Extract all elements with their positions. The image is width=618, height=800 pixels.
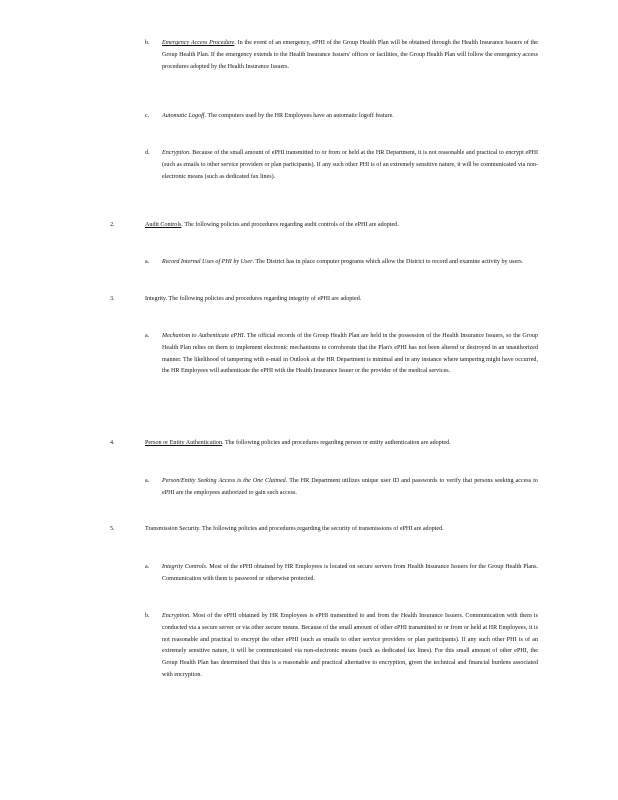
section-heading: Audit Controls xyxy=(145,222,182,228)
item-paragraph xyxy=(162,148,538,183)
item-paragraph xyxy=(162,611,538,682)
item-heading: Automatic Logoff xyxy=(162,113,205,119)
section-number: 4. xyxy=(110,440,115,446)
item-body: . Most of the ePHI obtained by HR Employees is ePHI transmitted to and from the Health Insurance Issuers. Communication with them is conducted via a secure server or via other secure means. Because of the small amount of other ePHI transmitted to or from or held at HR Employees, it is not reasonable and practical to encrypt the other ePHI (such as emails to other service providers or plan participants). If any such other PHI is of an extremely sensitive nature, it will be communicated via non-electronic means (such as dedicated fax lines). For this small amount of other ePHI, the Group Health Plan has determined that this is a reasonable and practical alternative to encryption, given the technical and financial burdens associated with encryption. xyxy=(162,613,538,678)
item-body: . The computers used by the HR Employees have an automatic logoff feature. xyxy=(204,113,394,119)
item-heading: Person/Entity Seeking Access is the One Claimed xyxy=(162,478,286,484)
item-paragraph xyxy=(162,38,538,73)
item-paragraph xyxy=(162,331,538,378)
section-body: . The following policies and procedures regarding the security of transmissions of ePHI are adopted. xyxy=(199,526,444,532)
item-paragraph xyxy=(162,562,538,586)
section-heading: Person or Entity Authentication xyxy=(145,440,223,446)
section-number: 3. xyxy=(110,296,115,302)
item-body: . In the event of an emergency, ePHI of the Group Health Plan will be obtained through the Health Insurance Issuers of the Group Health Plan. If the emergency extends to the Health Insurance Issuers' offices or facilities, the Group Health Plan will follow the emergency access procedures adopted by the Health Insurance Issuers. xyxy=(162,40,538,70)
item-marker: b. xyxy=(145,613,150,619)
item-paragraph xyxy=(162,257,538,269)
item-heading: Integrity Controls xyxy=(162,564,206,570)
item-marker: a. xyxy=(145,564,150,570)
section-body: . The following policies and procedures regarding person or entity authentication are adopted. xyxy=(222,440,451,446)
item-paragraph xyxy=(162,111,538,123)
item-body: . The District has in place computer programs which allow the District to record and examine activity by users. xyxy=(252,259,524,265)
item-heading: Encryption xyxy=(162,150,190,156)
section-number: 2. xyxy=(110,222,115,228)
section-number: 5. xyxy=(110,526,115,532)
item-marker: a. xyxy=(145,333,150,339)
item-heading: Record Internal Uses of PHI by User xyxy=(162,259,253,265)
section-heading: Transmission Security xyxy=(145,526,200,532)
item-body: . Because of the small amount of ePHI transmitted to or from or held at the HR Department, it is not reasonable and practical to encrypt ePHI (such as emails to other service providers or plan participants). If any such other PHI is of an extremely sensitive nature, it will be communicated via non-electronic means (such as dedicated fax lines). xyxy=(162,150,538,180)
item-marker: c. xyxy=(145,113,150,119)
item-marker: a. xyxy=(145,259,150,265)
section-paragraph xyxy=(145,294,538,306)
item-heading: Mechanism to Authenticate ePHI xyxy=(162,333,244,339)
item-marker: b. xyxy=(145,40,150,46)
item-heading: Encryption xyxy=(162,613,190,619)
section-paragraph xyxy=(145,524,538,536)
section-paragraph xyxy=(145,438,538,450)
section-paragraph xyxy=(145,220,538,232)
item-body: . The official records of the Group Health Plan are held in the possession of the Health Insurance Issuers, so the Group Health Plan relies on them to implement electronic mechanisms to corroborate that the Plan's ePHI has not been altered or destroyed in an unauthorized manner. The likelihood of tampering with e-mail in Outlook at the HR Department is minimal and in any instance where tampering might have occurred, the HR Employees will authenticate the ePHI with the Health Insurance Issuer or the provider of the medical services. xyxy=(162,333,538,375)
item-paragraph xyxy=(162,476,538,500)
section-body: . The following policies and procedures regarding integrity of ePHI are adopted. xyxy=(165,296,362,302)
item-body: . Most of the ePHI obtained by HR Employees is located on secure servers from Health Insurance Issuers for the Group Health Plans. Communication with them is password or otherwise protected. xyxy=(162,564,539,582)
section-body: . The following policies and procedures regarding audit controls of the ePHI are adopted. xyxy=(181,222,399,228)
item-body: . The HR Department utilizes unique user ID and passwords to verify that persons seeking access to ePHI are the employees authorized to gain such access. xyxy=(162,478,538,496)
item-heading: Emergency Access Procedure xyxy=(162,40,235,46)
section-heading: Integrity xyxy=(145,296,166,302)
item-marker: d. xyxy=(145,150,150,156)
item-marker: a. xyxy=(145,478,150,484)
